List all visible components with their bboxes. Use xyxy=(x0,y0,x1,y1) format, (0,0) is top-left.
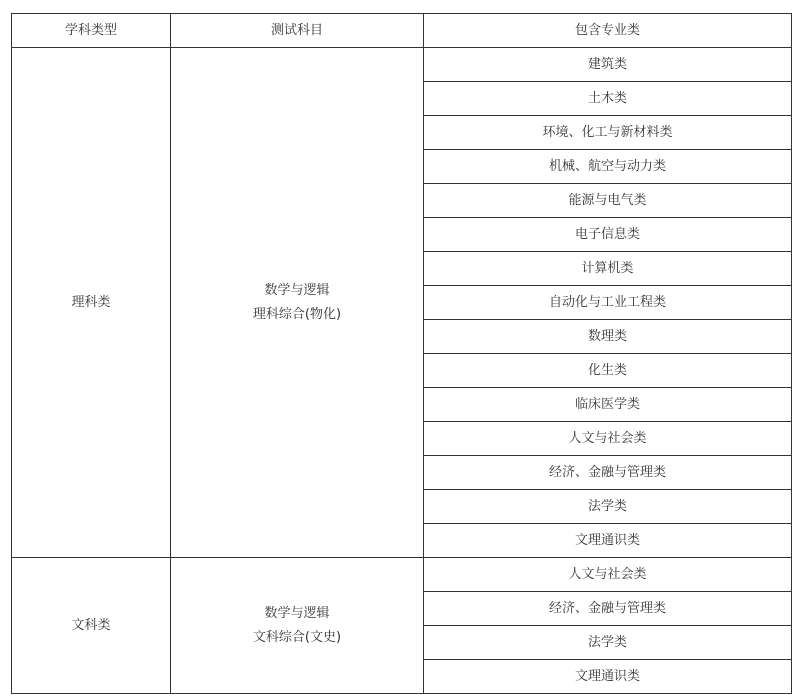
test-subjects-science xyxy=(171,48,424,558)
major-cell: 人文与社会类 xyxy=(424,422,792,456)
table-header xyxy=(12,14,792,48)
header-test-subjects: 测试科目 xyxy=(171,14,424,48)
major-cell: 计算机类 xyxy=(424,252,792,286)
major-cell: 临床医学类 xyxy=(424,388,792,422)
major-cell: 文理通识类 xyxy=(424,524,792,558)
test-subject-line: 文科综合(文史) xyxy=(252,629,342,645)
table-row xyxy=(12,558,792,592)
subject-table-container xyxy=(11,13,792,694)
header-included-majors: 包含专业类 xyxy=(424,14,792,48)
subject-table xyxy=(11,13,792,694)
major-cell: 法学类 xyxy=(424,626,792,660)
major-cell: 数理类 xyxy=(424,320,792,354)
major-cell: 人文与社会类 xyxy=(424,558,792,592)
major-cell: 法学类 xyxy=(424,490,792,524)
test-subject-line: 数学与逻辑 xyxy=(264,605,330,621)
major-cell: 电子信息类 xyxy=(424,218,792,252)
major-cell: 机械、航空与动力类 xyxy=(424,150,792,184)
major-cell: 能源与电气类 xyxy=(424,184,792,218)
header-row xyxy=(12,14,792,48)
major-cell: 化生类 xyxy=(424,354,792,388)
table-body xyxy=(12,48,792,694)
major-cell: 经济、金融与管理类 xyxy=(424,456,792,490)
major-cell: 土木类 xyxy=(424,82,792,116)
table-row xyxy=(12,48,792,82)
test-subjects-liberal-arts xyxy=(171,558,424,694)
major-cell: 文理通识类 xyxy=(424,660,792,694)
major-cell: 环境、化工与新材料类 xyxy=(424,116,792,150)
test-subject-line: 理科综合(物化) xyxy=(252,306,342,322)
header-subject-type: 学科类型 xyxy=(12,14,171,48)
subject-type-science: 理科类 xyxy=(12,48,171,558)
major-cell: 自动化与工业工程类 xyxy=(424,286,792,320)
test-subject-line: 数学与逻辑 xyxy=(264,282,330,298)
major-cell: 经济、金融与管理类 xyxy=(424,592,792,626)
subject-type-liberal-arts: 文科类 xyxy=(12,558,171,694)
major-cell: 建筑类 xyxy=(424,48,792,82)
